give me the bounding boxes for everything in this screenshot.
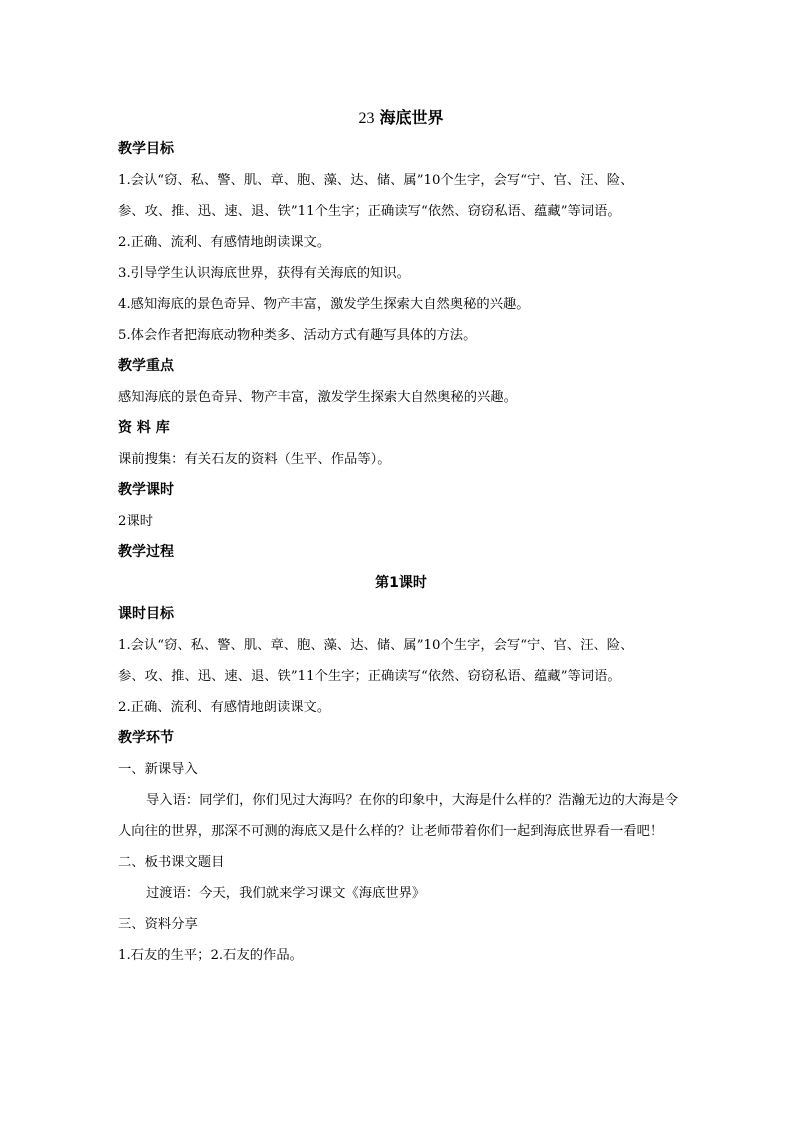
teaching-steps-heading: 教学环节 (118, 730, 174, 746)
goal-3: 3.引导学生认识海底世界，获得有关海底的知识。 (118, 266, 410, 281)
step-3-heading: 三、资料分享 (118, 917, 198, 932)
session-title: 第1课时 (375, 575, 427, 591)
class-hours-text: 2课时 (118, 514, 154, 529)
resources-text: 课前搜集：有关石友的资料（生平、作品等）。 (118, 452, 391, 467)
goal-2: 2.正确、流利、有感情地朗读课文。 (118, 235, 331, 250)
step-3-text: 1.石友的生平；2.石友的作品。 (118, 948, 303, 963)
session-goal-1-line-1: 1.会认“窃、私、警、肌、章、胞、藻、达、储、属”10个生字，会写“宁、官、汪、险、 (118, 638, 634, 653)
goal-1-line-1: 1.会认“窃、私、警、肌、章、胞、藻、达、储、属”10个生字，会写“宁、官、汪、险、 (118, 173, 634, 188)
step-2-heading: 二、板书课文题目 (118, 855, 225, 870)
session-goal-1-line-2: 参、攻、推、迅、速、退、铁”11个生字；正确读写“依然、窃窃私语、蕴藏”等词语。 (118, 669, 621, 684)
goal-1-line-2: 参、攻、推、迅、速、退、铁”11个生字；正确读写“依然、窃窃私语、蕴藏”等词语。 (118, 204, 621, 219)
teaching-focus-text: 感知海底的景色奇异、物产丰富，激发学生探索大自然奥秘的兴趣。 (118, 390, 517, 405)
lesson-title (118, 104, 684, 132)
step-2-text: 过渡语：今天，我们就来学习课文《海底世界》 (146, 886, 426, 901)
goal-5: 5.体会作者把海底动物种类多、活动方式有趣写具体的方法。 (118, 328, 477, 343)
session-goal-2: 2.正确、流利、有感情地朗读课文。 (118, 700, 331, 715)
step-1-text: 导入语：同学们，你们见过大海吗？在你的印象中，大海是什么样的？浩瀚无边的大海是令人向往的世界，那深不可测的海底又是什么样的？让老师带着你们一起到海底世界看一看吧！ (118, 793, 678, 839)
teaching-focus-heading: 教学重点 (118, 358, 174, 374)
goal-4: 4.感知海底的景色奇异、物产丰富，激发学生探索大自然奥秘的兴趣。 (118, 297, 530, 312)
teaching-process-heading: 教学过程 (118, 544, 174, 560)
session-goals-heading: 课时目标 (118, 606, 174, 622)
step-1-heading: 一、新课导入 (118, 762, 198, 777)
resources-heading: 资 料 库 (118, 420, 170, 436)
lesson-number: 23 (358, 110, 375, 127)
lesson-name: 海底世界 (379, 108, 444, 127)
teaching-goals-heading: 教学目标 (118, 141, 174, 157)
class-hours-heading: 教学课时 (118, 482, 174, 498)
